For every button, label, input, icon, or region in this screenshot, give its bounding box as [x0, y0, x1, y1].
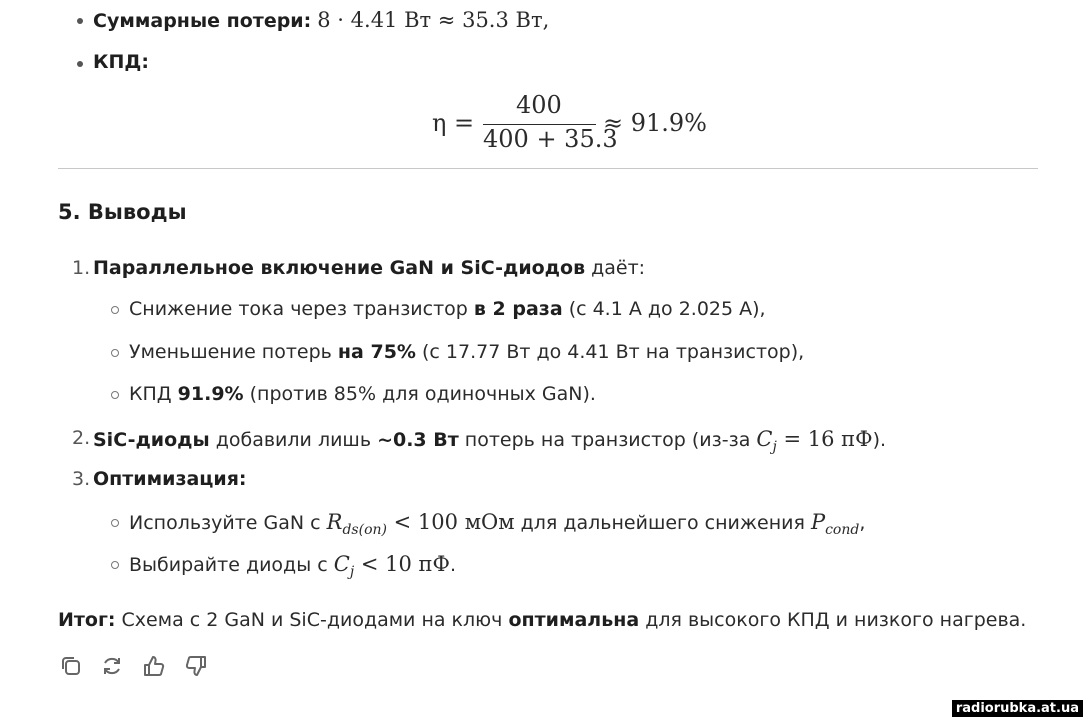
math-value: < 10 пФ	[354, 552, 450, 576]
conclusion-item-2	[93, 427, 886, 455]
text: ,	[859, 512, 866, 534]
text: КПД	[129, 383, 178, 405]
text: (с 17.77 Вт до 4.41 Вт на транзистор),	[415, 341, 805, 363]
section-title: 5. Выводы	[58, 200, 187, 224]
sub-bullet	[111, 349, 119, 357]
list-number: 1.	[72, 257, 91, 279]
thumbs-up-icon[interactable]	[140, 652, 168, 680]
item-1-rest: даёт:	[585, 257, 646, 279]
math-symbol: C	[333, 552, 350, 576]
text: ).	[872, 429, 887, 451]
total-losses-expression: 8 · 4.41 Вт ≈ 35.3 Вт,	[317, 8, 550, 32]
conclusion-item-1	[93, 257, 645, 279]
formula-numerator: 400	[516, 91, 562, 119]
item-1-sub-2	[129, 341, 804, 363]
math-subscript: ds(on)	[342, 522, 387, 539]
divider	[58, 168, 1038, 169]
list-number: 3.	[72, 468, 91, 490]
formula-denominator: 400 + 35.3	[483, 125, 618, 153]
math-symbol: R	[326, 510, 343, 534]
conclusion-item-3	[93, 468, 247, 490]
math-symbol: P	[810, 510, 826, 534]
text: для дальнейшего снижения	[514, 512, 811, 534]
text: Используйте GaN с	[129, 512, 327, 534]
emphasis: ~0.3 Вт	[377, 429, 459, 451]
math-value: < 100 мОм	[386, 510, 515, 534]
total-losses-label: Суммарные потери:	[93, 10, 312, 32]
efficiency-line	[93, 51, 149, 73]
text: Схема с 2 GaN и SiC-диодами на ключ	[115, 609, 509, 631]
item-3-sub-2	[129, 552, 456, 580]
summary-line	[58, 609, 1026, 631]
math-expression	[756, 427, 873, 456]
emphasis: оптимальна	[508, 609, 640, 631]
text: Снижение тока через транзистор	[129, 298, 474, 320]
bullet	[77, 61, 83, 67]
math-subscript: cond	[825, 522, 860, 539]
text: для высокого КПД и низкого нагрева.	[639, 609, 1027, 631]
sub-bullet	[111, 519, 119, 527]
copy-icon[interactable]	[57, 652, 85, 680]
emphasis: 91.9%	[177, 383, 244, 405]
math-value: = 16 пФ	[776, 427, 873, 451]
item-2-bold: SiC-диоды	[93, 429, 210, 451]
list-number: 2.	[72, 427, 91, 449]
item-1-bold: Параллельное включение GaN и SiC-диодов	[93, 257, 586, 279]
emphasis: на 75%	[337, 341, 416, 363]
item-3-sub-1	[129, 510, 865, 538]
formula-lhs: η =	[432, 109, 475, 137]
emphasis: в 2 раза	[473, 298, 563, 320]
math-subscript: j	[772, 439, 777, 456]
sub-bullet	[111, 561, 119, 569]
watermark: radiorubka.at.ua	[952, 700, 1083, 717]
text: Выбирайте диоды с	[129, 554, 334, 576]
math-expression	[326, 510, 515, 539]
math-symbol: C	[756, 427, 773, 451]
sub-bullet	[111, 391, 119, 399]
text: потерь на транзистор (из-за	[458, 429, 757, 451]
math-subscript: j	[349, 564, 355, 581]
math-expression	[810, 510, 860, 539]
thumbs-down-icon[interactable]	[182, 652, 210, 680]
formula-rhs: ≈ 91.9%	[603, 109, 707, 137]
item-3-bold: Оптимизация:	[93, 468, 247, 490]
text: (против 85% для одиночных GaN).	[243, 383, 596, 405]
bullet	[77, 18, 83, 24]
text: Уменьшение потерь	[129, 341, 338, 363]
item-1-sub-3	[129, 383, 596, 405]
sub-bullet	[111, 306, 119, 314]
math-expression	[333, 552, 450, 581]
text: .	[449, 554, 456, 576]
item-1-sub-1	[129, 298, 766, 320]
summary-label: Итог:	[58, 609, 116, 631]
total-losses-line	[93, 8, 549, 32]
regenerate-icon[interactable]	[98, 652, 126, 680]
efficiency-label: КПД:	[93, 51, 149, 73]
text: (с 4.1 А до 2.025 А),	[562, 298, 766, 320]
text: добавили лишь	[209, 429, 378, 451]
